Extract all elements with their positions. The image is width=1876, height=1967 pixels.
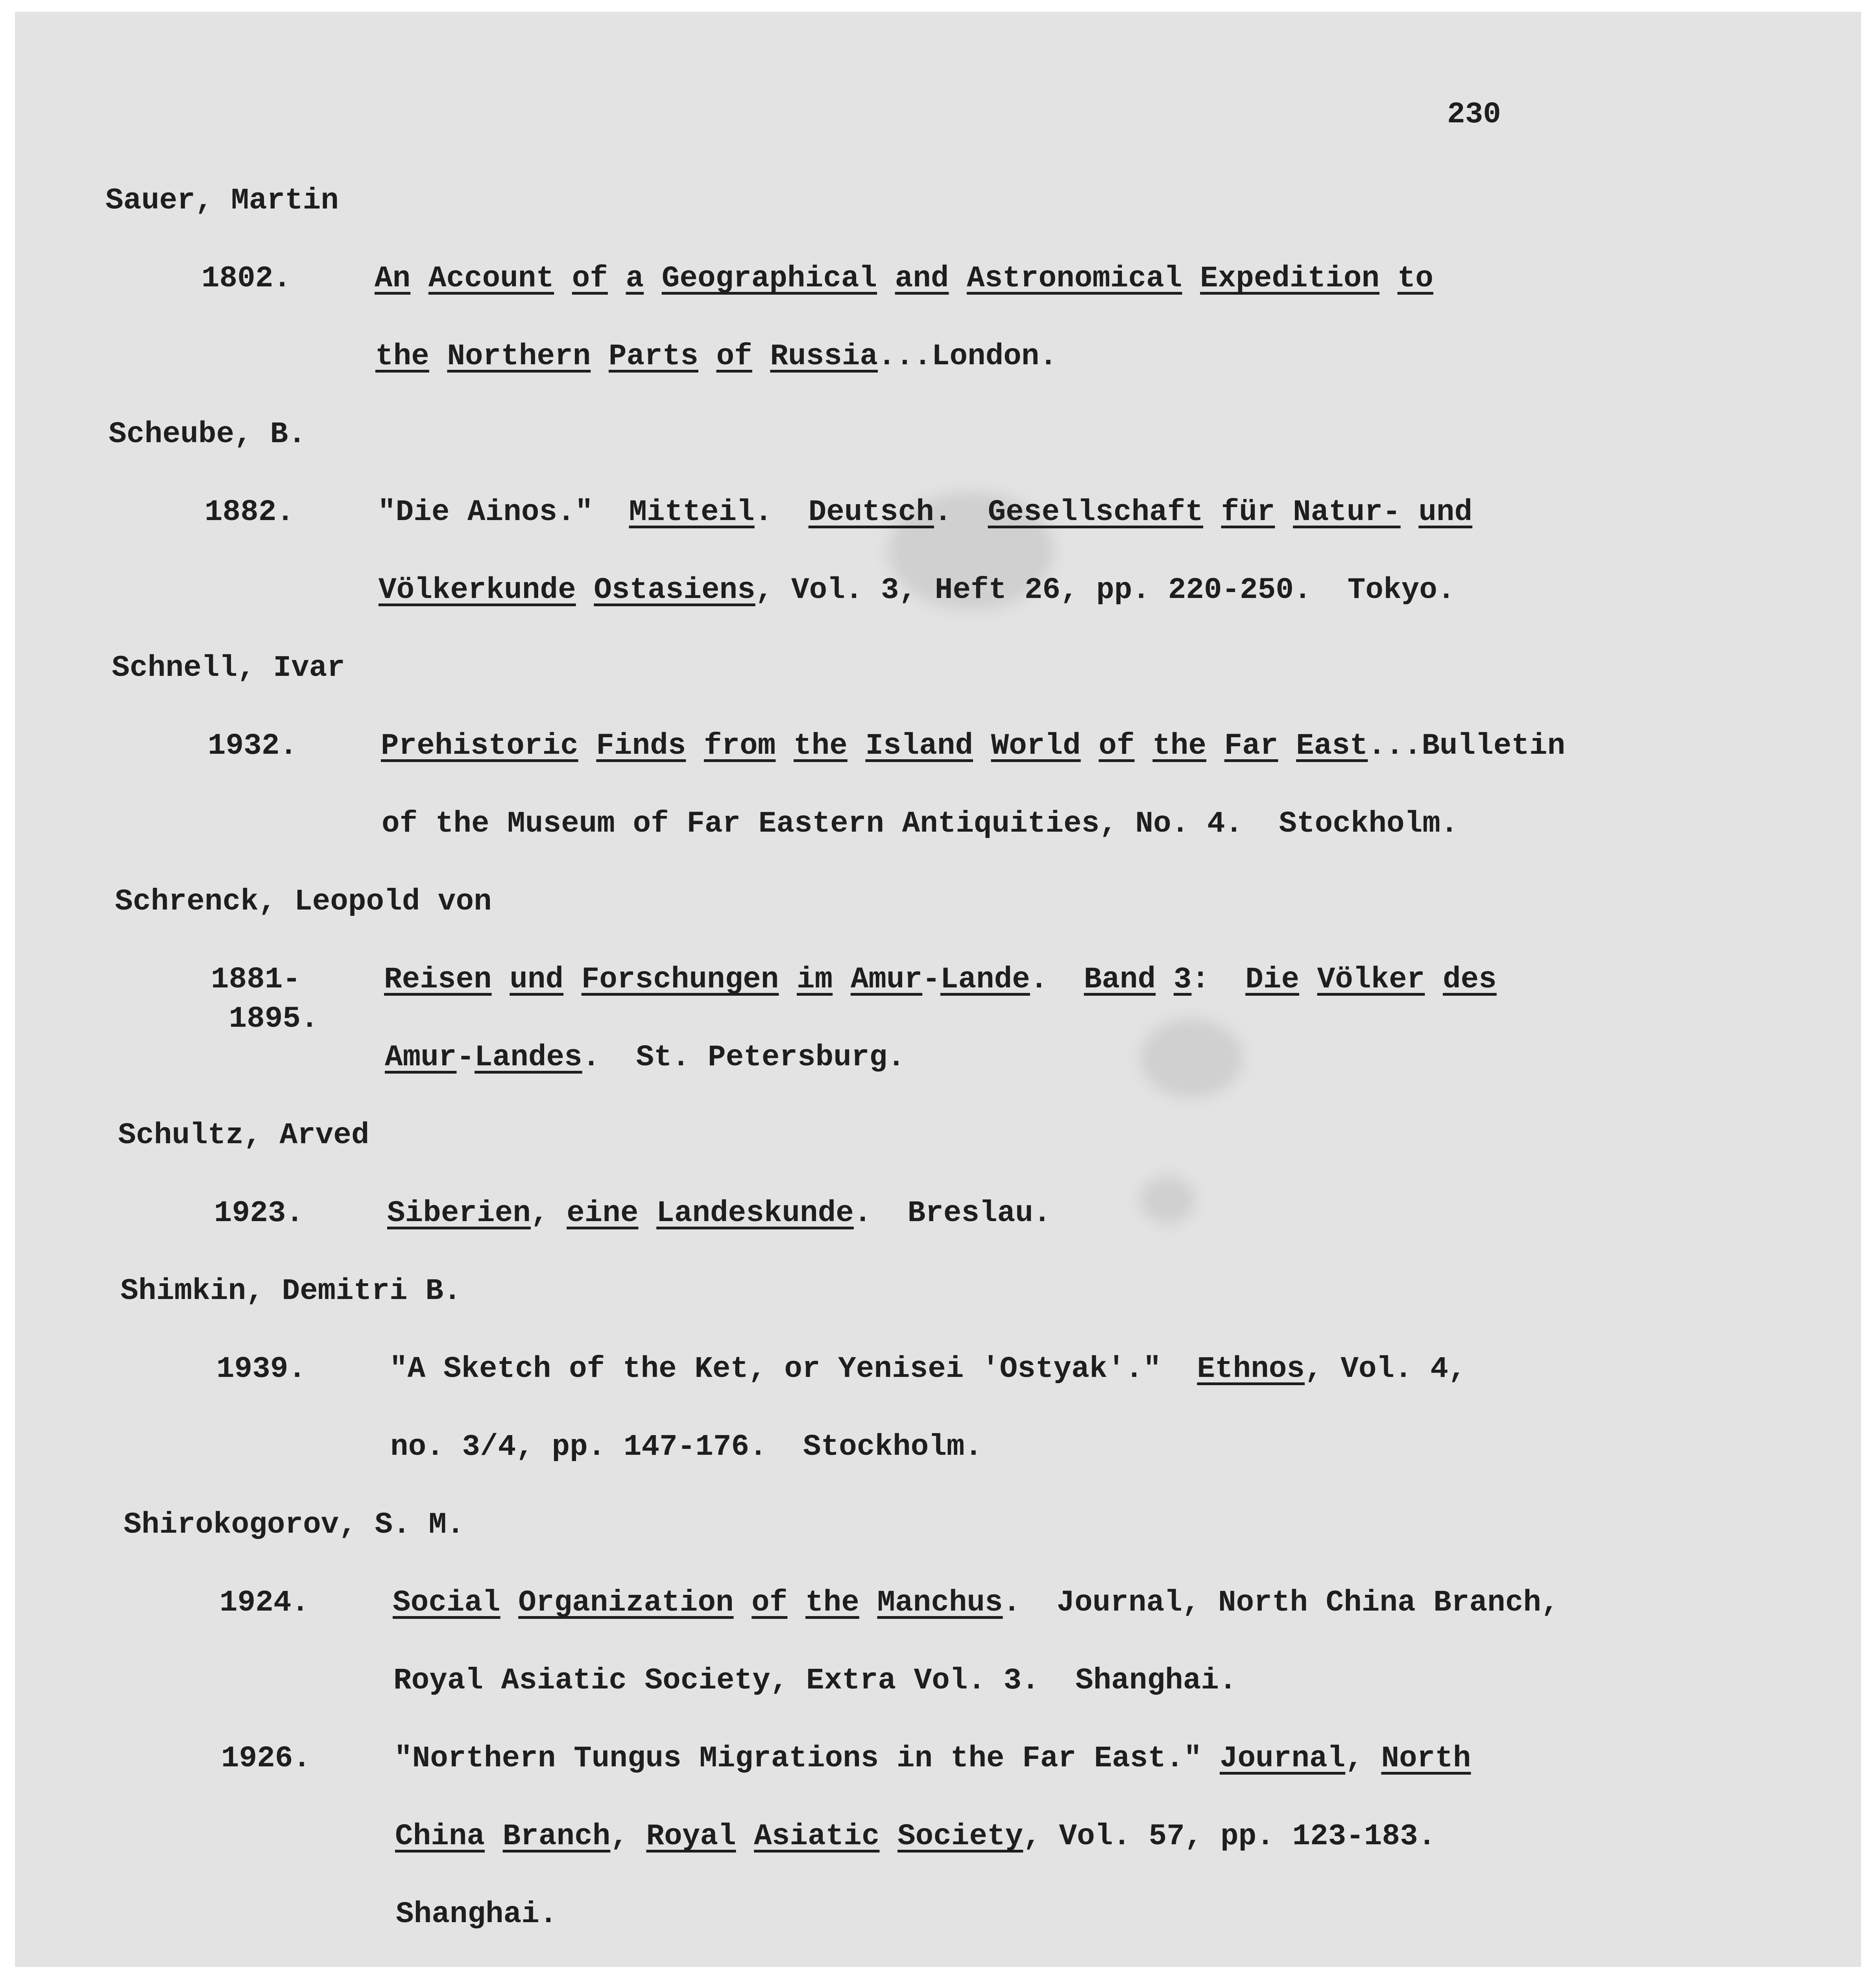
underlined-title-word: Manchus [877,1586,1003,1620]
underlined-title-word: Forschungen [581,963,779,996]
underlined-title-word: the [1152,729,1207,763]
underlined-title-word: Lande [940,963,1030,996]
underlined-title-word: für [1221,495,1275,529]
citation-line [379,570,1455,610]
underlined-title-word: of [572,262,608,295]
ink-smudge [1140,1019,1243,1098]
citation-line [394,1739,1471,1778]
citation-text [608,262,626,295]
underlined-title-word: from [704,729,776,763]
citation-line [375,337,1057,376]
citation-text [877,262,895,295]
citation-text [1182,262,1200,295]
citation-text [1135,729,1153,763]
citation-line [393,1583,1559,1622]
underlined-title-word: Ethnos [1197,1352,1305,1386]
underlined-title-word: Island [865,729,973,763]
underlined-title-word: Astronomical [967,262,1182,295]
citation-text [578,729,596,763]
citation-text [776,729,794,763]
underlined-title-word: Journal [1219,1742,1346,1775]
underlined-title-word: Expedition [1200,262,1380,295]
citation-text [736,1819,754,1853]
citation-text: , Vol. 57, pp. 123-183. [1023,1819,1436,1853]
document-page [15,12,1861,1967]
citation-text: of the Museum of Far Eastern Antiquities, No. 4. Stockholm. [382,807,1459,841]
citation-text [591,340,609,373]
citation-line [385,1038,905,1077]
underlined-title-word: the [375,340,429,373]
underlined-title-word: 3 [1173,963,1192,996]
citation-line [384,960,1497,999]
citation-text [1156,963,1174,996]
citation-text: . [754,495,809,529]
entry-year: 1923. [214,1196,304,1230]
citation-text [698,340,716,373]
underlined-title-word: Far [1224,729,1278,763]
underlined-title-word: the [805,1586,859,1620]
underlined-title-word: An [375,262,411,295]
author-name: Schultz, Arved [118,1118,369,1152]
underlined-title-word: of [716,340,752,373]
underlined-title-word: Royal [646,1819,736,1853]
underlined-title-word: of [1099,729,1135,763]
citation-text: : [1191,963,1246,996]
citation-text: . [1030,963,1084,996]
citation-text [1278,729,1296,763]
citation-text [686,729,704,763]
citation-text [485,1819,503,1853]
citation-text [1401,495,1419,529]
citation-text [833,963,851,996]
underlined-title-word: Deutsch [808,495,934,529]
page-number: 230 [1447,98,1501,131]
underlined-title-word: Siberien [387,1196,531,1230]
citation-text: , [1345,1742,1381,1775]
underlined-title-word: Russia [770,340,878,373]
citation-text: "Northern Tungus Migrations in the Far East." [394,1742,1220,1775]
underlined-title-word: und [510,963,564,996]
citation-text [1379,262,1398,295]
entry-year: 1932. [208,729,298,763]
citation-text: . Breslau. [853,1196,1051,1230]
underlined-title-word: Society [897,1819,1023,1853]
underlined-title-word: Die [1245,963,1300,996]
citation-text [859,1586,877,1620]
citation-text [1203,495,1221,529]
underlined-title-word: China [395,1819,485,1853]
citation-text: , Vol. 4, [1305,1352,1466,1386]
underlined-title-word: Social [393,1586,500,1620]
underlined-title-word: Geographical [661,262,877,295]
author-name: Sauer, Martin [105,184,339,218]
author-name: Scheube, B. [109,417,306,451]
underlined-title-word: Account [428,262,554,295]
underlined-title-word: to [1397,262,1433,295]
citation-text [576,573,594,607]
underlined-title-word: Natur- [1293,495,1401,529]
citation-text [752,340,770,373]
citation-line [390,1349,1466,1389]
citation-text: , [530,1196,567,1230]
underlined-title-word: Landes [475,1041,582,1074]
underlined-title-word: Reisen [384,963,492,996]
citation-line [375,259,1433,298]
underlined-title-word: Mitteil [629,495,755,529]
underlined-title-word: Ostasiens [594,573,755,607]
citation-text: , [610,1819,646,1853]
citation-text [787,1586,805,1620]
citation-text: . Journal, North China Branch, [1003,1586,1559,1620]
underlined-title-word: Parts [608,340,698,373]
underlined-title-word: Gesellschaft [988,495,1203,529]
citation-text [492,963,510,996]
citation-line [395,1817,1436,1856]
underlined-title-word: Organization [518,1586,734,1620]
underlined-title-word: Amur [385,1041,457,1074]
author-name: Shirokogorov, S. M. [124,1508,465,1542]
underlined-title-word: eine [567,1196,639,1230]
underlined-title-word: Völker [1317,963,1425,996]
underlined-title-word: Asiatic [754,1819,880,1853]
author-name: Shimkin, Demitri B. [120,1274,462,1308]
citation-text [500,1586,519,1620]
citation-text: , Vol. 3, Heft 26, pp. 220-250. Tokyo. [755,573,1455,607]
underlined-title-word: und [1418,495,1473,529]
citation-line [382,804,1458,843]
citation-text [563,963,582,996]
citation-text [779,963,797,996]
citation-line [387,1194,1051,1233]
underlined-title-word: the [794,729,848,763]
underlined-title-word: Prehistoric [381,729,578,763]
citation-line [390,1427,982,1467]
entry-year: 1926. [221,1742,311,1775]
underlined-title-word: and [895,262,949,295]
citation-text [879,1819,897,1853]
citation-text: - [456,1041,475,1074]
underlined-title-word: North [1381,1742,1471,1775]
citation-text [639,1196,657,1230]
citation-text: - [922,963,940,996]
underlined-title-word: a [626,262,644,295]
citation-line [396,1895,557,1934]
underlined-title-word: of [752,1586,788,1620]
entry-year: 1881- 1895. [211,963,319,1036]
citation-text: ...London. [878,340,1058,373]
citation-line [378,493,1472,532]
citation-text: Royal Asiatic Society, Extra Vol. 3. Shanghai. [393,1664,1237,1698]
citation-text: "A Sketch of the Ket, or Yenisei 'Ostyak'." [390,1352,1197,1386]
citation-text [554,262,572,295]
entry-year: 1924. [220,1586,310,1620]
author-name: Schnell, Ivar [112,651,345,685]
citation-text: no. 3/4, pp. 147-176. Stockholm. [390,1430,983,1464]
underlined-title-word: des [1442,963,1497,996]
entry-year: 1802. [201,262,292,295]
citation-line [381,726,1565,766]
citation-text: . [934,495,988,529]
citation-text: "Die Ainos." [378,495,629,529]
citation-text: Shanghai. [396,1897,558,1931]
author-name: Schrenck, Leopold von [115,885,492,919]
underlined-title-word: im [797,963,833,996]
underlined-title-word: Finds [596,729,686,763]
citation-text [644,262,662,295]
citation-text [1081,729,1099,763]
ink-smudge [1140,1176,1195,1223]
underlined-title-word: East [1296,729,1368,763]
underlined-title-word: Band [1084,963,1156,996]
citation-text [410,262,428,295]
underlined-title-word: World [991,729,1081,763]
citation-line [393,1661,1237,1700]
citation-text: ...Bulletin [1368,729,1566,763]
citation-text: . St. Petersburg. [582,1041,905,1074]
underlined-title-word: Amur [850,963,923,996]
underlined-title-word: Landeskunde [656,1196,854,1230]
underlined-title-word: Northern [447,340,591,373]
entry-year: 1939. [216,1352,307,1386]
citation-text [1206,729,1224,763]
underlined-title-word: Branch [502,1819,611,1853]
citation-text [1425,963,1443,996]
entry-year: 1882. [205,495,295,529]
underlined-title-word: Völkerkunde [379,573,576,607]
citation-text [1275,495,1293,529]
citation-text [734,1586,752,1620]
citation-text [1299,963,1317,996]
citation-text [429,340,447,373]
citation-text [973,729,991,763]
citation-text [949,262,967,295]
citation-text [848,729,866,763]
